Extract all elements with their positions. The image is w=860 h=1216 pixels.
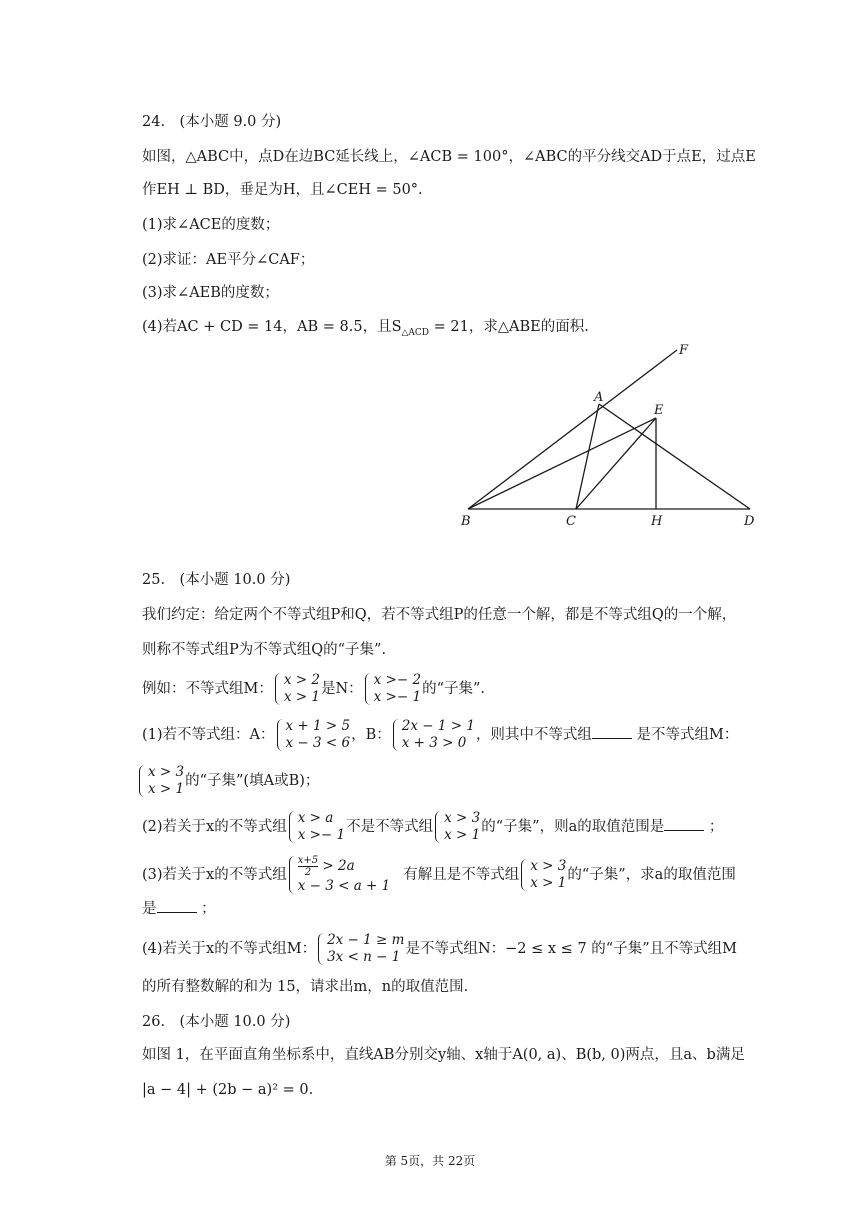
system-p4-M: 2x − 1 ≥ m 3x < n − 1 bbox=[317, 932, 404, 966]
q26-intro-line2: |a − 4| + (2b − a)² = 0. bbox=[142, 1082, 314, 1098]
q25-part1-cont: x > 3 x > 1 的“子集”(填A或B)； bbox=[142, 764, 319, 798]
q25-part3: (3)若关于x的不等式组 $\frac{x+5}{2}$ > 2a x − 3 < a + 1 有解且是不等式组 x > 3 x > 1 的“子集”，求a的取值范围 bbox=[142, 855, 736, 894]
q24-part4: (4)若AC + CD = 14，AB = 8.5，且$S_{\triangle ACD} = 21$，求△ABE的面积. bbox=[142, 319, 589, 338]
q25-example: 例如：不等式组M： x > 2 x > 1 是N： x >− 2 x >− 1 的“子集”. bbox=[142, 672, 486, 705]
label-F: F bbox=[679, 343, 689, 358]
answer-blank bbox=[664, 816, 704, 831]
triangle-figure bbox=[455, 338, 775, 538]
system-M-2: x > 3 x > 1 bbox=[138, 764, 184, 798]
label-H: H bbox=[651, 514, 663, 529]
q25-def-line1: 我们约定：给定两个不等式组P和Q，若不等式组P的任意一个解，都是不等式组Q的一个解， bbox=[142, 607, 737, 623]
label-C: C bbox=[566, 514, 576, 529]
q25-part4-cont: 的所有整数解的和为 15，请求出m，n的取值范围. bbox=[142, 979, 469, 995]
q25-part4: (4)若关于x的不等式组M： 2x − 1 ≥ m 3x < n − 1 是不等式组N：−2 ≤ x ≤ 7 的“子集”且不等式组M bbox=[142, 932, 737, 965]
q24-part2: (2)求证：AE平分∠CAF； bbox=[142, 252, 315, 268]
system-N: x >− 2 x >− 1 bbox=[364, 672, 421, 706]
q25-part1: (1)若不等式组：A： x + 1 > 5 x − 3 < 6 ，B： 2x − 1 > 1 x + 3 > 0 ，则其中不等式组 是不等式组M： bbox=[142, 718, 739, 751]
system-B: 2x − 1 > 1 x + 3 > 0 bbox=[392, 718, 475, 752]
system-M: x > 2 x > 1 bbox=[274, 672, 320, 706]
answer-blank bbox=[592, 724, 632, 739]
q25-part3-cont: 是 ； bbox=[142, 898, 216, 919]
system-p3-T: x > 3 x > 1 bbox=[520, 858, 566, 892]
system-A: x + 1 > 5 x − 3 < 6 bbox=[276, 718, 351, 752]
q24-part1: (1)求∠ACE的度数； bbox=[142, 217, 280, 233]
q24-part3: (3)求∠AEB的度数； bbox=[142, 285, 279, 301]
system-p2-T: x > 3 x > 1 bbox=[434, 810, 480, 844]
system-p3-S: $\frac{x+5}{2}$ > 2a x − 3 < a + 1 bbox=[288, 855, 391, 895]
segment-CE bbox=[576, 418, 656, 509]
label-B: B bbox=[461, 514, 471, 529]
label-A: A bbox=[594, 390, 604, 405]
q24-intro-line1: 如图，△ABC中，点D在边BC延长线上，∠ACB = 100°，∠ABC的平分线交AD于点E，过点E bbox=[142, 149, 756, 165]
q24-header: 24. (本小题 9.0 分) bbox=[142, 114, 282, 130]
answer-blank bbox=[157, 898, 197, 913]
segment-AC bbox=[576, 404, 599, 509]
q24-intro-line2: 作EH ⊥ BD，垂足为H，且∠CEH = 50°. bbox=[142, 182, 423, 198]
system-p2-S: x > a x >− 1 bbox=[288, 810, 345, 844]
q25-header: 25. (本小题 10.0 分) bbox=[142, 572, 291, 588]
q25-part2: (2)若关于x的不等式组 x > a x >− 1 不是不等式组 x > 3 x > 1 的“子集”，则a的取值范围是 ； bbox=[142, 810, 724, 843]
page-footer: 第 5页，共 22页 bbox=[384, 1154, 476, 1168]
q26-header: 26. (本小题 10.0 分) bbox=[142, 1014, 291, 1030]
label-E: E bbox=[654, 403, 664, 418]
q25-def-line2: 则称不等式组P为不等式组Q的“子集”. bbox=[142, 642, 387, 658]
segment-BE bbox=[468, 418, 656, 509]
label-D: D bbox=[744, 514, 755, 529]
q26-intro-line1: 如图 1，在平面直角坐标系中，直线AB分别交y轴、x轴于A(0, a)、B(b, 0)两点，且a、b满足 bbox=[142, 1047, 745, 1063]
